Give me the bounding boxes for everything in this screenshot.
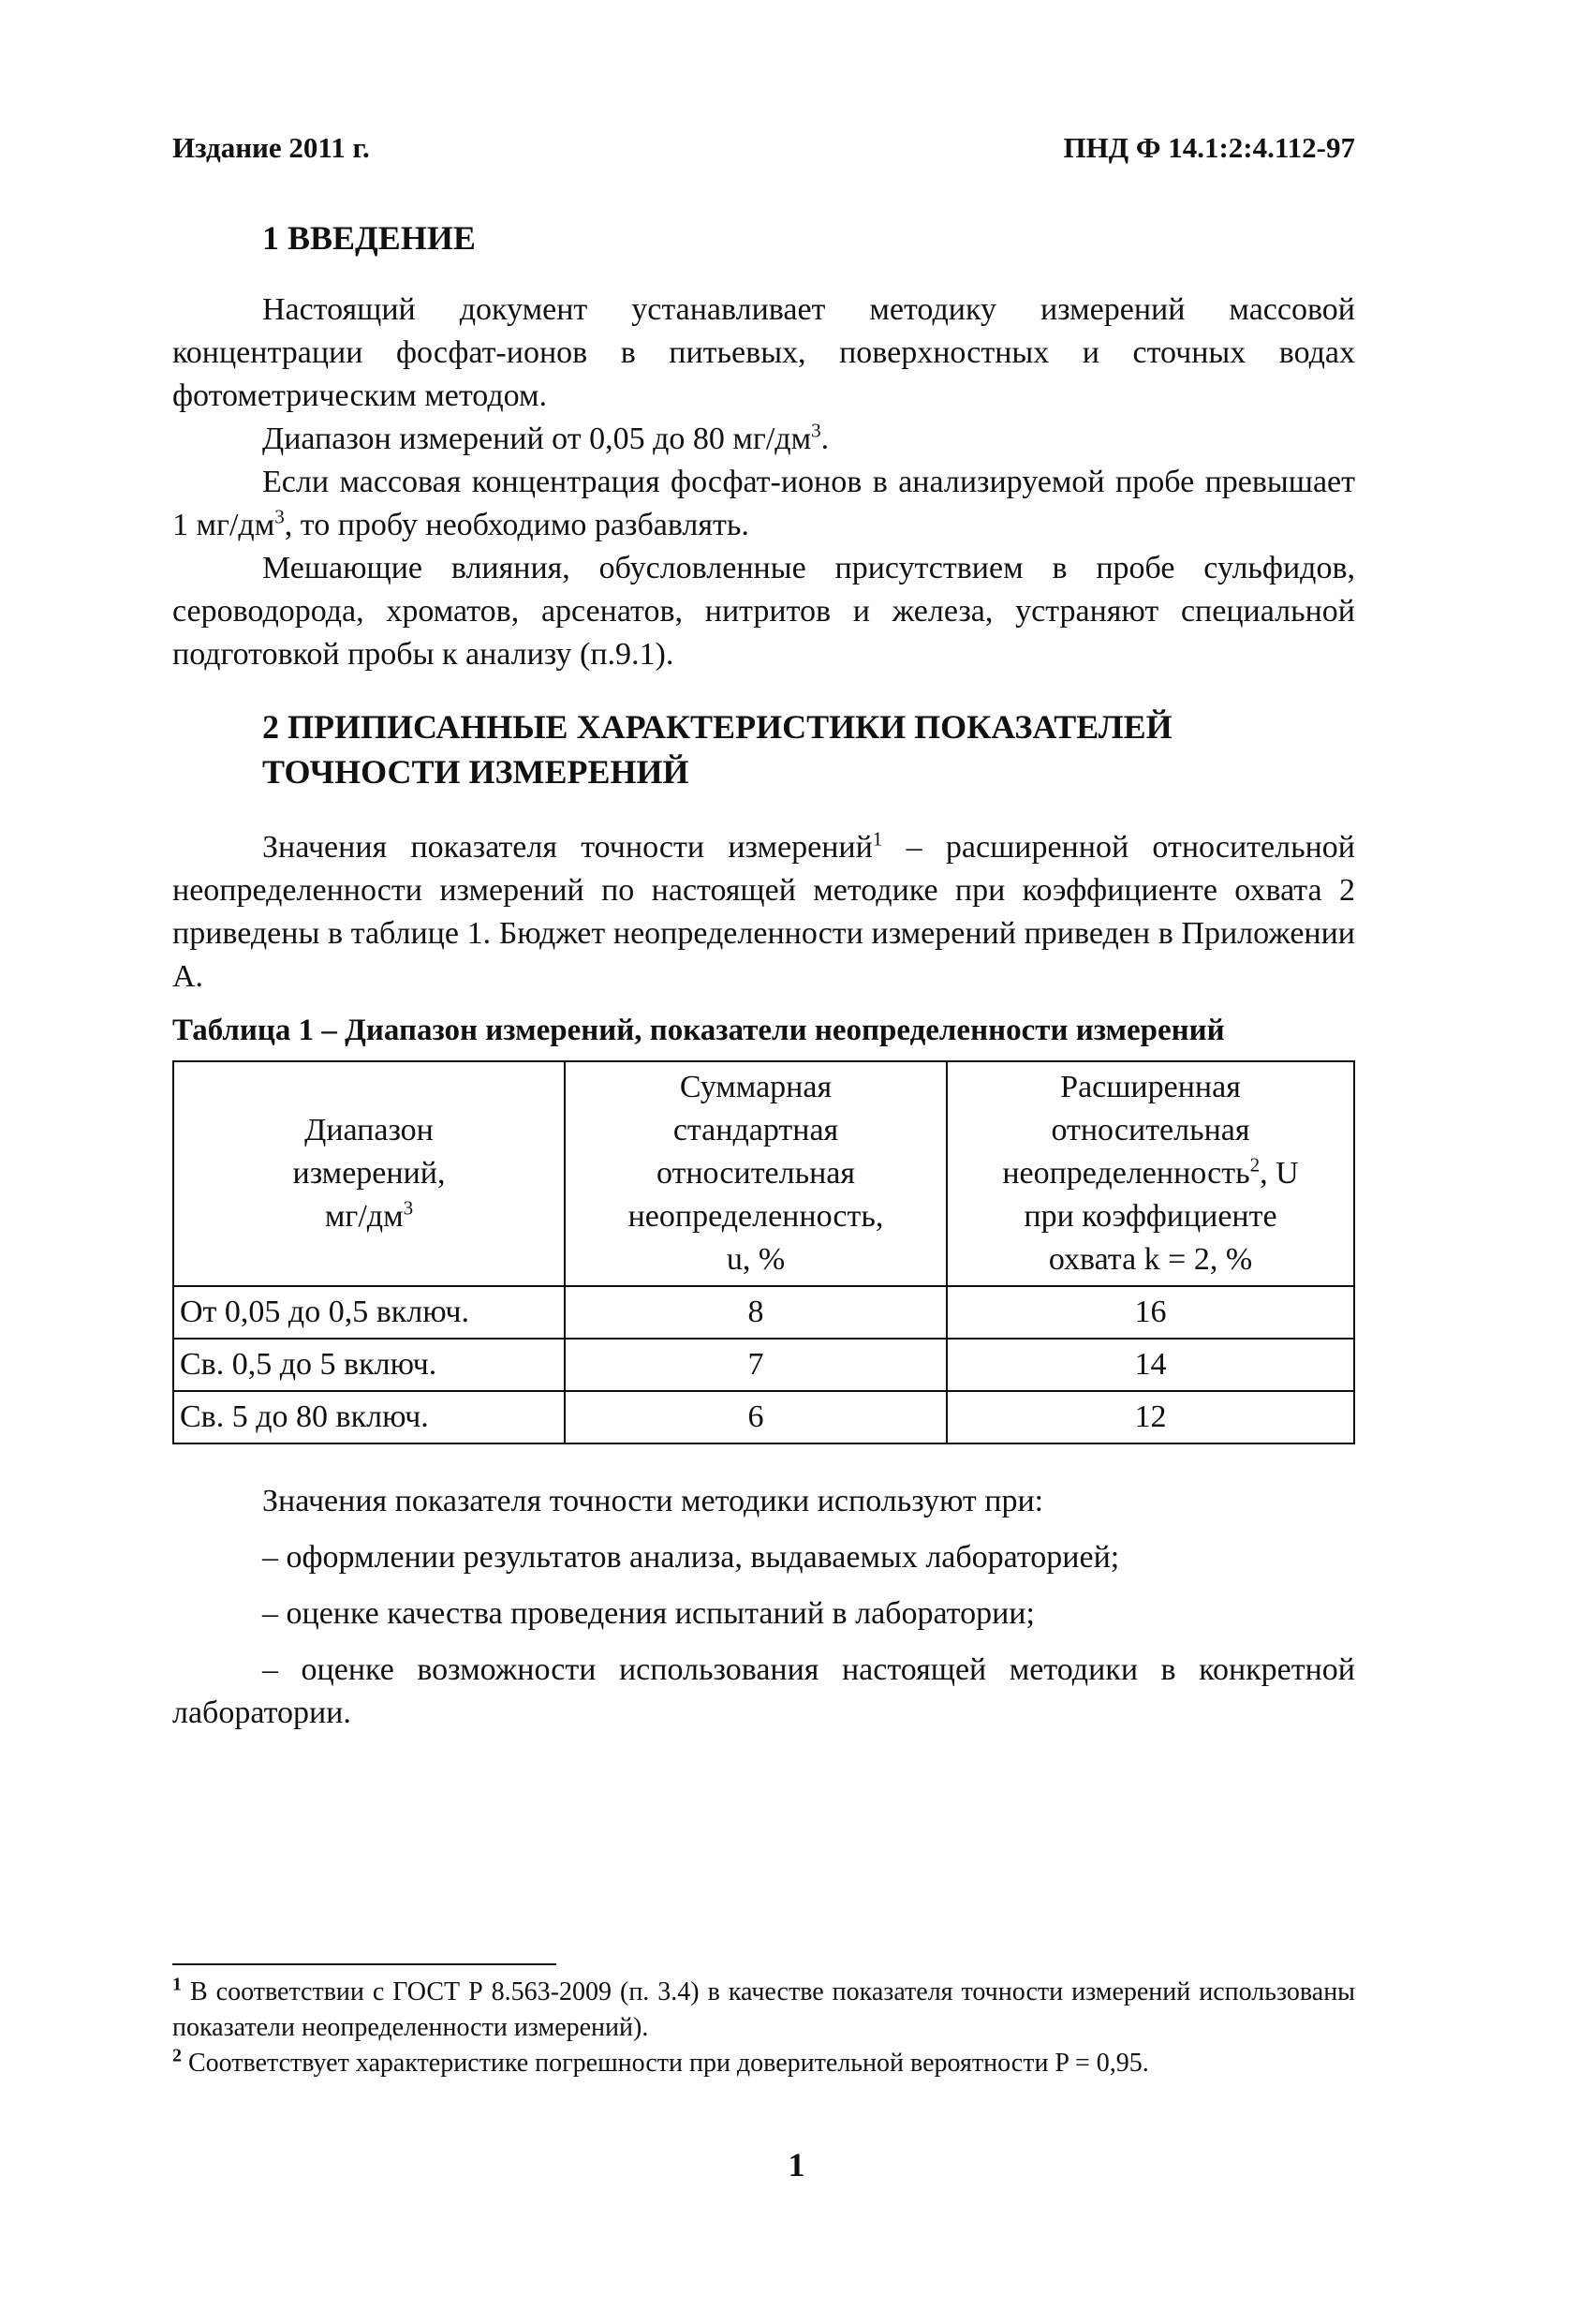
page-content bbox=[172, 215, 1355, 1735]
cell-expanded-uncertainty: 12 bbox=[947, 1391, 1354, 1443]
cell-standard-uncertainty: 7 bbox=[565, 1339, 947, 1391]
footnote-1: $^1$ В соответствии с ГОСТ Р 8.563-2009 (п. 3.4) в качестве показателя точности измерений использованы показатели неопределенности измерений). bbox=[172, 1974, 1355, 2042]
cell-range: Св. 0,5 до 5 включ. bbox=[173, 1339, 565, 1391]
section-2-heading: 2 ПРИПИСАННЫЕ ХАРАКТЕРИСТИКИ ПОКАЗАТЕЛЕЙ ТОЧНОСТИ ИЗМЕРЕНИЙ bbox=[262, 708, 1173, 791]
footnote-2: $^2$ Соответствует характеристике погрешности при доверительной вероятности P = 0,95. bbox=[172, 2045, 1149, 2078]
header-standard-uncertainty: Суммарная стандартная относительная неопределенность, u, % bbox=[565, 1061, 947, 1286]
footnote-divider bbox=[172, 1963, 556, 1965]
section-1-paragraph-dilution: Если массовая концентрация фосфат-ионов в анализируемой пробе превышает 1 $мг/дм^3$, то пробу необходимо разбавлять. bbox=[172, 465, 1355, 542]
page-header bbox=[172, 120, 1355, 167]
usage-intro: Значения показателя точности методики используют при: bbox=[262, 1484, 1044, 1518]
usage-item: – оценке возможности использования настоящей методики в конкретной лаборатории. bbox=[172, 1652, 1355, 1730]
usage-item: – оценке качества проведения испытаний в лаборатории; bbox=[262, 1596, 1035, 1631]
cell-expanded-uncertainty: 14 bbox=[947, 1339, 1354, 1391]
section-1-paragraph-1: Настоящий документ устанавливает методику измерений массовой концентрации фосфат-ионов в питьевых, поверхностных и сточных водах фотометрическим методом. bbox=[172, 292, 1355, 413]
section-1-heading: 1 ВВЕДЕНИЕ bbox=[262, 219, 476, 257]
header-range: Диапазон измерений, $мг/дм^3$ bbox=[173, 1061, 565, 1286]
page-number: 1 bbox=[788, 2146, 805, 2183]
table-1-caption: Таблица 1 – Диапазон измерений, показатели неопределенности измерений bbox=[172, 1014, 1225, 1047]
document-code: ПНД Ф 14.1:2:4.112-97 bbox=[1063, 131, 1355, 164]
cell-standard-uncertainty: 8 bbox=[565, 1286, 947, 1339]
edition-label: Издание 2011 г. bbox=[172, 131, 370, 164]
table-row bbox=[173, 1339, 1354, 1391]
table-header-row bbox=[173, 1061, 1354, 1286]
cell-range: От 0,05 до 0,5 включ. bbox=[173, 1286, 565, 1339]
section-1-paragraph-range: Диапазон измерений от 0,05 до 80 $мг/дм^3$. bbox=[262, 419, 830, 456]
footnotes bbox=[172, 1963, 1355, 2081]
cell-standard-uncertainty: 6 bbox=[565, 1391, 947, 1443]
header-expanded-uncertainty: Расширенная относительная неопределенность$^2$, U при коэффициенте охвата k = 2, % bbox=[947, 1061, 1354, 1286]
usage-item: – оформлении результатов анализа, выдаваемых лабораторией; bbox=[262, 1540, 1120, 1575]
table-1 bbox=[172, 1060, 1355, 1444]
cell-range: Св. 5 до 80 включ. bbox=[173, 1391, 565, 1443]
cell-expanded-uncertainty: 16 bbox=[947, 1286, 1354, 1339]
section-2-paragraph: Значения показателя точности измерений$^1$ – расширенной относительной неопределенности измерений по настоящей методике при коэффициенте охвата 2 приведены в таблице 1. Бюджет неопределенности измерений приведен в Приложении А. bbox=[172, 827, 1355, 994]
section-1-paragraph-interference: Мешающие влияния, обусловленные присутствием в пробе сульфидов, сероводорода, хроматов, арсенатов, нитритов и железа, устраняют специальной подготовкой пробы к анализу (п.9.1). bbox=[172, 551, 1355, 672]
table-row bbox=[173, 1286, 1354, 1339]
table-row bbox=[173, 1391, 1354, 1443]
